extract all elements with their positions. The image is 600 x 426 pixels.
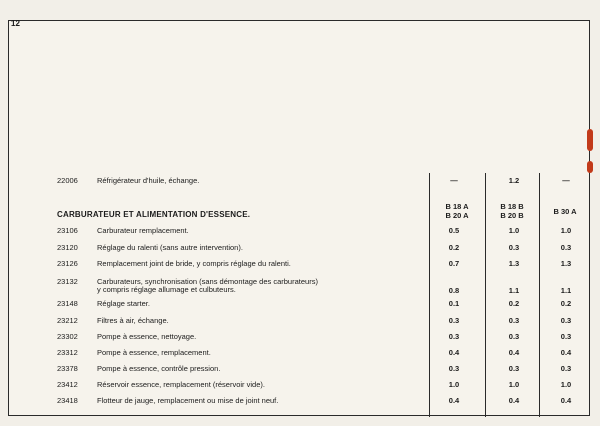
table-row <box>9 224 591 238</box>
time-value-b18a: 0.3 <box>448 364 460 373</box>
time-value-b30a: 0.3 <box>560 364 572 373</box>
page-number: 12 <box>11 19 20 28</box>
operation-description: Remplacement joint de bride, y compris réglage du ralenti. <box>97 259 291 268</box>
time-value-b18a: 0.7 <box>448 259 460 268</box>
time-value-b18a: 0.8 <box>448 286 460 295</box>
time-value-b18a: 0.3 <box>448 316 460 325</box>
time-value-b18b: 0.3 <box>508 316 520 325</box>
operation-code: 23120 <box>57 243 78 252</box>
time-value-b18b: 0.3 <box>508 364 520 373</box>
time-value-b30a: 1.1 <box>560 286 572 295</box>
time-value-b30a: 1.0 <box>560 226 572 235</box>
operation-description: Pompe à essence, nettoyage. <box>97 332 197 341</box>
time-value-b18b: 1.0 <box>508 380 520 389</box>
time-value-b30a: 1.3 <box>560 259 572 268</box>
operation-description: Pompe à essence, contrôle pression. <box>97 364 221 373</box>
time-value-b18a: 0.2 <box>448 243 460 252</box>
time-value-b18a: 0.3 <box>448 332 460 341</box>
table-row <box>9 346 591 360</box>
operation-code: 23106 <box>57 226 78 235</box>
table-row <box>9 378 591 392</box>
time-value-b18a: 0.4 <box>448 348 460 357</box>
table-row <box>9 275 591 299</box>
operation-description: Réglage du ralenti (sans autre intervention). <box>97 243 243 252</box>
operation-description: Réfrigérateur d'huile, échange. <box>97 176 200 185</box>
operation-code: 23212 <box>57 316 78 325</box>
operation-description: Réservoir essence, remplacement (réservoir vide). <box>97 380 265 389</box>
time-value-b30a: 0.4 <box>560 396 572 405</box>
time-value-b18a: 1.0 <box>448 380 460 389</box>
column-header-b30a <box>540 207 590 216</box>
operation-description: Réglage starter. <box>97 299 150 308</box>
time-value-b18b: 0.2 <box>508 299 520 308</box>
time-value-b18a: — <box>450 176 458 185</box>
table-row <box>9 257 591 271</box>
operation-code: 23412 <box>57 380 78 389</box>
operation-description: Carburateurs, synchronisation (sans démontage des carburateurs) <box>97 277 318 286</box>
time-value-b18a: 0.4 <box>448 396 460 405</box>
time-value-b18b: 0.3 <box>508 332 520 341</box>
operation-code: 23302 <box>57 332 78 341</box>
document-page <box>8 20 590 416</box>
time-value-b30a: — <box>562 176 570 185</box>
column-header-line: B 20 B <box>500 211 524 220</box>
section-title: CARBURATEUR ET ALIMENTATION D'ESSENCE. <box>57 210 251 219</box>
time-value-b18b: 1.2 <box>508 176 520 185</box>
table-row <box>9 314 591 328</box>
time-value-b30a: 0.3 <box>560 316 572 325</box>
column-header-b18a <box>432 202 482 220</box>
margin-stain <box>587 129 593 151</box>
column-header-line: B 18 A <box>445 202 469 211</box>
margin-stain <box>587 161 593 173</box>
operation-description-line2: y compris réglage allumage et culbuteurs. <box>97 285 236 294</box>
table-row <box>9 297 591 311</box>
operation-code: 23312 <box>57 348 78 357</box>
operation-code: 23148 <box>57 299 78 308</box>
table-row <box>9 174 591 188</box>
time-value-b30a: 0.3 <box>560 243 572 252</box>
column-header-line: B 20 A <box>445 211 469 220</box>
time-value-b30a: 1.0 <box>560 380 572 389</box>
time-value-b18b: 1.0 <box>508 226 520 235</box>
operation-code: 23378 <box>57 364 78 373</box>
operation-code: 22006 <box>57 176 78 185</box>
time-value-b18b: 1.1 <box>508 286 520 295</box>
column-header-b18b <box>487 202 537 220</box>
table-row <box>9 330 591 344</box>
time-value-b30a: 0.3 <box>560 332 572 341</box>
operation-code: 23132 <box>57 277 78 286</box>
time-value-b18b: 0.3 <box>508 243 520 252</box>
operation-code: 23418 <box>57 396 78 405</box>
time-value-b18b: 0.4 <box>508 396 520 405</box>
operation-description: Filtres à air, échange. <box>97 316 169 325</box>
operation-code: 23126 <box>57 259 78 268</box>
operation-description: Flotteur de jauge, remplacement ou mise de joint neuf. <box>97 396 279 405</box>
time-value-b18a: 0.1 <box>448 299 460 308</box>
time-value-b18b: 1.3 <box>508 259 520 268</box>
table-row <box>9 394 591 408</box>
time-value-b30a: 0.2 <box>560 299 572 308</box>
time-value-b18a: 0.5 <box>448 226 460 235</box>
time-value-b18b: 0.4 <box>508 348 520 357</box>
time-value-b30a: 0.4 <box>560 348 572 357</box>
column-header-line: B 18 B <box>500 202 524 211</box>
operation-description: Carburateur remplacement. <box>97 226 189 235</box>
table-row <box>9 241 591 255</box>
table-row <box>9 362 591 376</box>
operation-description: Pompe à essence, remplacement. <box>97 348 211 357</box>
column-header-line: B 30 A <box>553 207 577 216</box>
